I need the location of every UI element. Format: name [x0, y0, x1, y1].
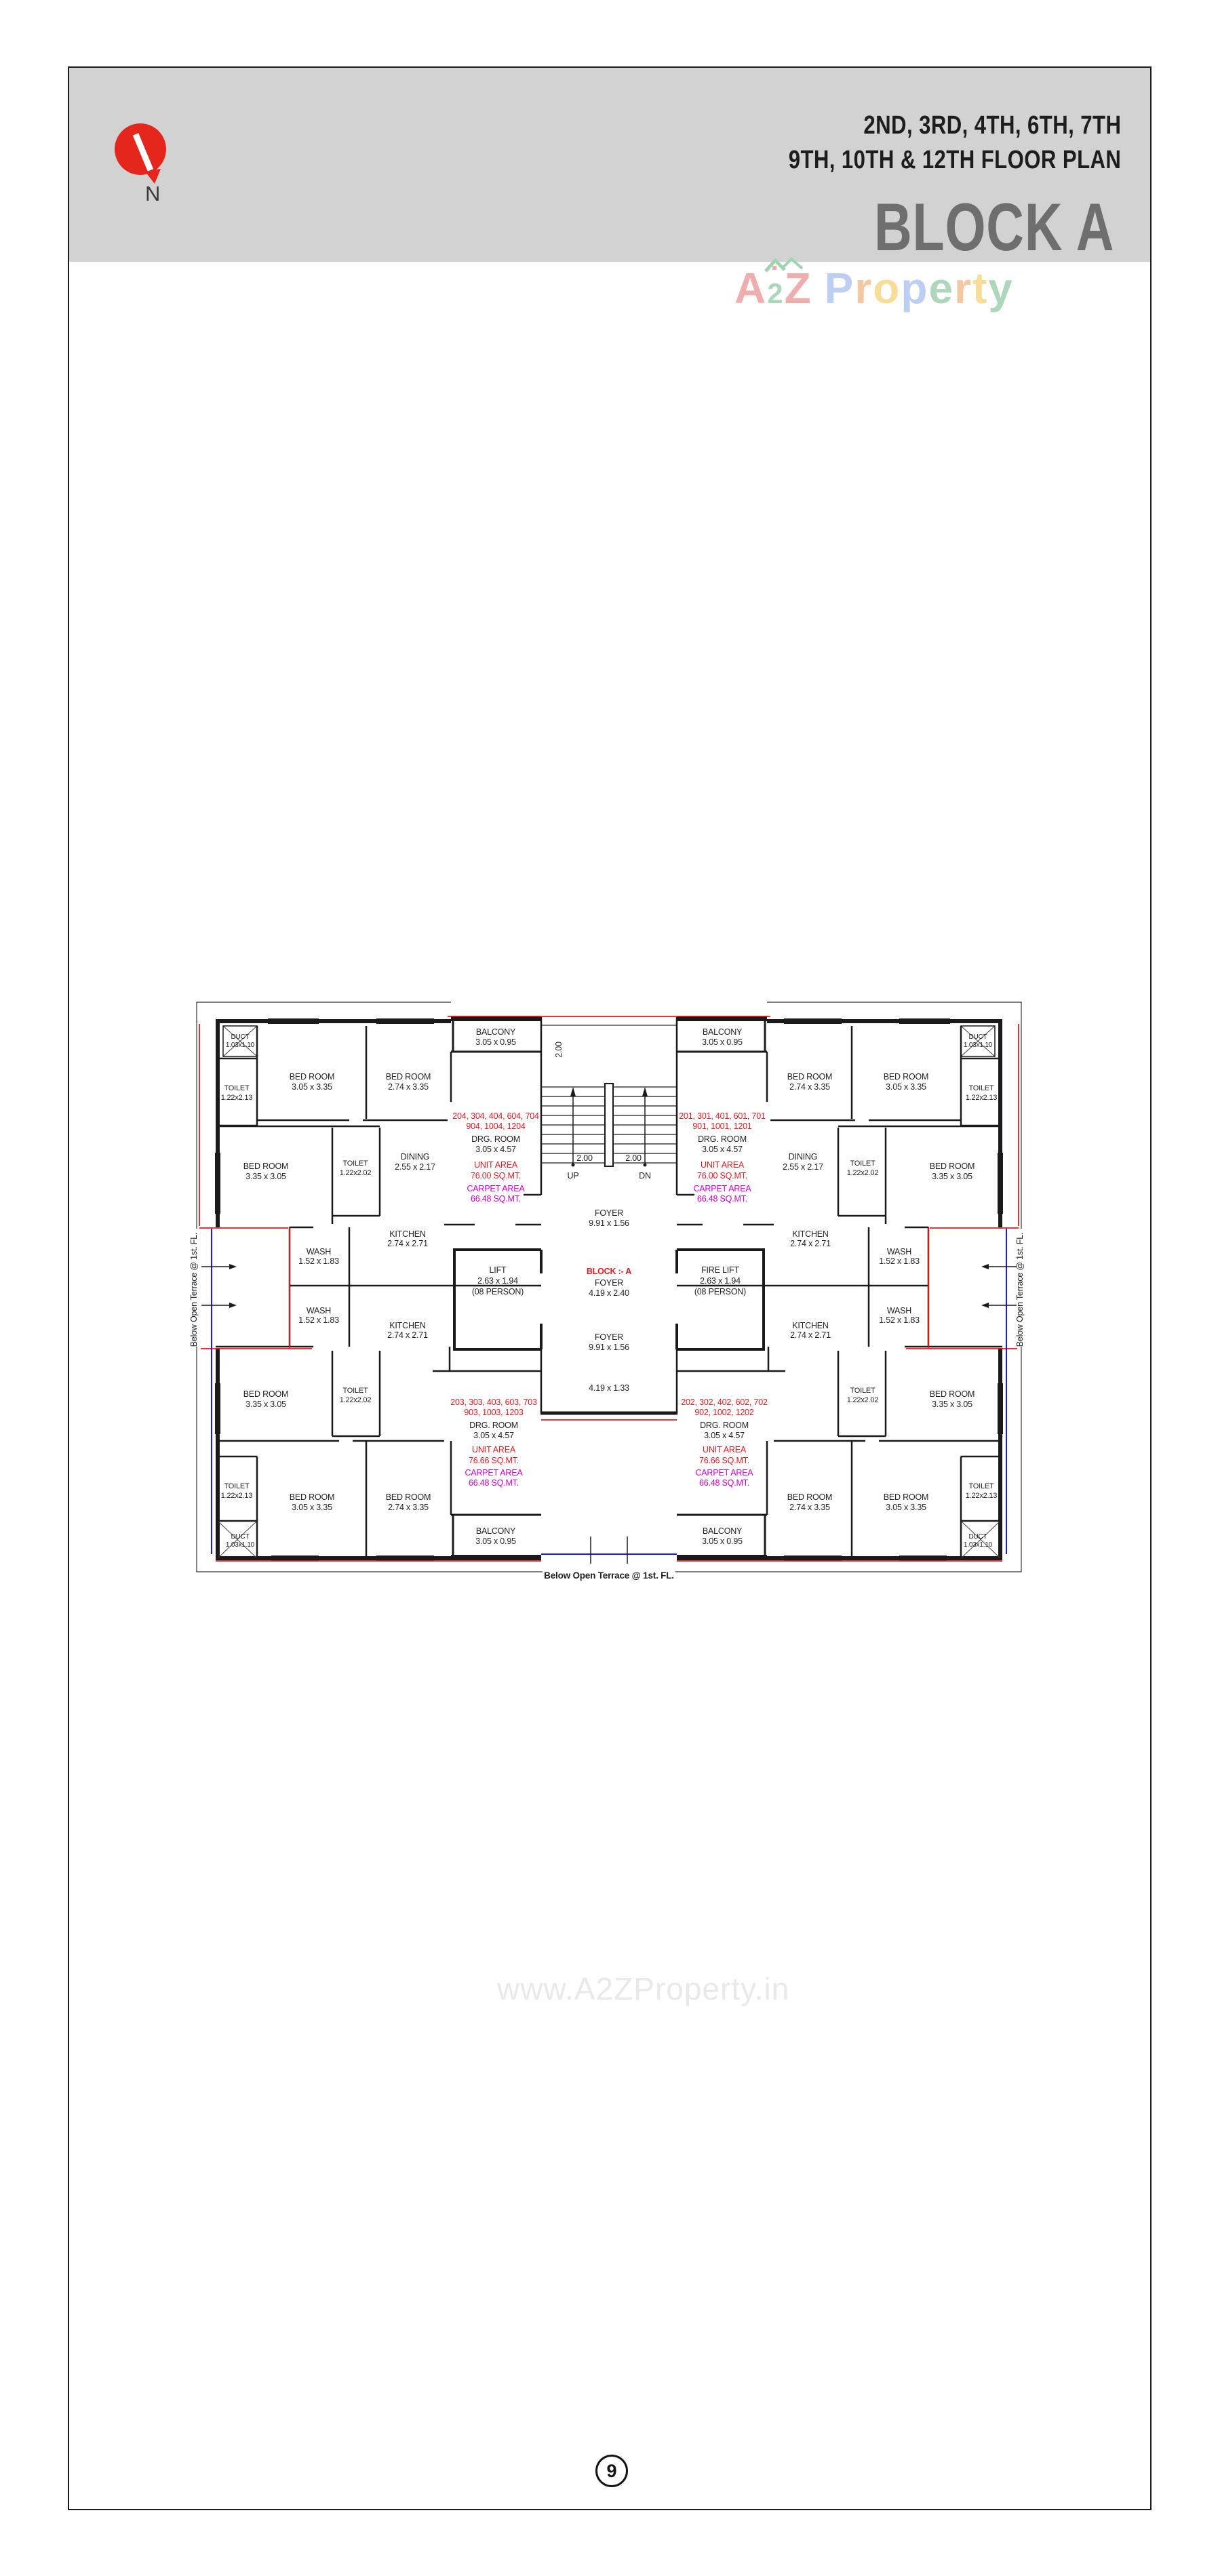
logo-letter: e [928, 264, 955, 313]
room-dim: 2.74 x 2.71 [387, 1239, 428, 1248]
room-label: BED ROOM [243, 1389, 289, 1399]
room-dim: 3.05 x 4.57 [475, 1145, 516, 1154]
room-label: DRG. ROOM [471, 1134, 520, 1144]
room-label: TOILET [224, 1482, 250, 1490]
room-label: WASH [886, 1247, 912, 1256]
fire-lift-dim: 2.63 x 1.94 [700, 1276, 741, 1286]
room-label: BED ROOM [929, 1162, 975, 1171]
page-number-badge: 9 [595, 2455, 628, 2487]
logo-letter: r [854, 264, 873, 313]
carpet-area-label: CARPET AREA [467, 1184, 525, 1193]
unit-numbers: 201, 301, 401, 601, 701 [679, 1111, 766, 1121]
foyer-dim: 9.91 x 1.56 [589, 1343, 629, 1352]
room-label: KITCHEN [792, 1229, 829, 1239]
foyer-label: FOYER [594, 1208, 624, 1218]
fire-lift-label: FIRE LIFT [701, 1265, 739, 1275]
room-dim: 1.52 x 1.83 [879, 1315, 920, 1325]
room-label: KITCHEN [389, 1229, 426, 1239]
room-dim: 2.74 x 2.71 [790, 1239, 831, 1248]
room-label: DINING [788, 1152, 818, 1162]
room-label: BED ROOM [787, 1492, 833, 1502]
room-label: DUCT [231, 1533, 250, 1541]
room-dim: 3.05 x 3.35 [886, 1503, 926, 1512]
room-dim: 2.74 x 2.71 [387, 1330, 428, 1340]
room-label: WASH [306, 1306, 332, 1315]
room-label: DUCT [968, 1033, 987, 1041]
room-dim: 1.22x2.13 [220, 1492, 253, 1500]
north-label: N [145, 182, 161, 205]
carpet-area-label: CARPET AREA [693, 1184, 751, 1193]
room-dim: 1.22x2.02 [339, 1169, 372, 1177]
stair-dn-label: DN [639, 1171, 651, 1181]
logo-letter: P [824, 264, 855, 313]
fire-lift-capacity: (08 PERSON) [694, 1287, 747, 1296]
room-label: KITCHEN [792, 1321, 829, 1330]
room-label: BED ROOM [243, 1162, 289, 1171]
logo-letter: r [954, 264, 972, 313]
room-label: DUCT [968, 1533, 987, 1541]
room-dim: 1.22x2.02 [846, 1169, 879, 1177]
carpet-area-value: 66.48 SQ.MT. [470, 1194, 522, 1204]
unit-area-value: 76.00 SQ.MT. [696, 1171, 748, 1181]
lift-label: LIFT [489, 1265, 507, 1275]
room-dim: 2.74 x 3.35 [388, 1082, 429, 1092]
room-label: BED ROOM [385, 1492, 431, 1502]
carpet-area-value: 66.48 SQ.MT. [468, 1478, 519, 1488]
room-dim: 3.05 x 3.35 [292, 1082, 332, 1092]
room-dim: 2.74 x 3.35 [789, 1082, 830, 1092]
room-dim: 3.05 x 0.95 [702, 1037, 743, 1047]
room-label: DRG. ROOM [469, 1421, 518, 1430]
room-label: BALCONY [475, 1526, 516, 1536]
room-dim: 1.03x1.10 [225, 1042, 255, 1049]
room-dim: 2.74 x 2.71 [790, 1330, 831, 1340]
room-label: TOILET [968, 1482, 994, 1490]
room-dim: 3.05 x 3.35 [886, 1082, 926, 1092]
unit-area-label: UNIT AREA [474, 1160, 517, 1170]
room-label: BALCONY [475, 1027, 516, 1037]
title-line-2: 9TH, 10TH & 12TH FLOOR PLAN [788, 146, 1121, 174]
room-label: TOILET [342, 1387, 368, 1395]
room-label: DRG. ROOM [698, 1134, 747, 1144]
room-label: DRG. ROOM [700, 1421, 749, 1430]
carpet-area-value: 66.48 SQ.MT. [698, 1478, 750, 1488]
room-dim: 1.52 x 1.83 [298, 1315, 339, 1325]
terrace-note-left: Below Open Terrace @ 1st. FL. [189, 1232, 199, 1347]
logo-letter: p [901, 264, 929, 313]
logo-letter: o [873, 264, 901, 313]
room-dim: 1.22x2.13 [965, 1094, 998, 1102]
unit-area-value: 76.00 SQ.MT. [470, 1171, 522, 1181]
logo-letter: t [972, 264, 989, 313]
room-dim: 3.05 x 0.95 [475, 1037, 516, 1047]
room-dim: 3.35 x 3.05 [932, 1400, 972, 1409]
unit-numbers: 903, 1003, 1203 [464, 1408, 524, 1417]
unit-area-label: UNIT AREA [703, 1445, 746, 1454]
room-label: BALCONY [702, 1526, 743, 1536]
room-label: TOILET [968, 1084, 994, 1092]
lift-dim: 2.63 x 1.94 [477, 1276, 518, 1286]
room-dim: 2.55 x 2.17 [395, 1162, 435, 1172]
room-dim: 3.05 x 4.57 [473, 1431, 514, 1440]
unit-numbers: 202, 302, 402, 602, 702 [681, 1398, 768, 1407]
room-label: BED ROOM [929, 1389, 975, 1399]
room-label: BALCONY [702, 1027, 743, 1037]
terrace-note-bottom: Below Open Terrace @ 1st. FL. [544, 1570, 674, 1581]
room-label: KITCHEN [389, 1321, 426, 1330]
logo-letter: Z [784, 264, 812, 313]
carpet-area-label: CARPET AREA [695, 1468, 753, 1478]
room-dim: 3.05 x 4.57 [702, 1145, 743, 1154]
room-label: WASH [306, 1247, 332, 1256]
room-dim: 2.74 x 3.35 [789, 1503, 830, 1512]
room-dim: 1.52 x 1.83 [879, 1256, 920, 1266]
room-label: BED ROOM [883, 1072, 929, 1082]
carpet-area-value: 66.48 SQ.MT. [696, 1194, 748, 1204]
stair-dim: 2.00 [554, 1042, 564, 1058]
passage-dim: 4.19 x 1.33 [589, 1383, 629, 1393]
unit-numbers: 204, 304, 404, 604, 704 [452, 1111, 539, 1121]
room-dim: 1.22x2.13 [965, 1492, 998, 1500]
unit-numbers: 901, 1001, 1201 [692, 1122, 752, 1131]
room-label: BED ROOM [289, 1072, 335, 1082]
unit-numbers: 902, 1002, 1202 [694, 1408, 754, 1417]
room-dim: 2.74 x 3.35 [388, 1503, 429, 1512]
carpet-area-label: CARPET AREA [465, 1468, 523, 1478]
room-dim: 3.05 x 0.95 [475, 1537, 516, 1546]
unit-area-value: 76.66 SQ.MT. [468, 1456, 519, 1465]
room-dim: 1.03x1.10 [225, 1541, 255, 1549]
foyer-dim: 4.19 x 2.40 [589, 1288, 629, 1298]
lift-capacity: (08 PERSON) [471, 1287, 524, 1296]
title-line-1: 2ND, 3RD, 4TH, 6TH, 7TH [863, 111, 1121, 140]
room-dim: 3.05 x 4.57 [704, 1431, 745, 1440]
unit-area-value: 76.66 SQ.MT. [698, 1456, 750, 1465]
room-dim: 1.52 x 1.83 [298, 1256, 339, 1266]
room-dim: 3.05 x 0.95 [702, 1537, 743, 1546]
room-label: BED ROOM [787, 1072, 833, 1082]
room-label: DUCT [231, 1033, 250, 1041]
room-dim: 1.03x1.10 [963, 1541, 993, 1549]
room-label: TOILET [342, 1160, 368, 1168]
room-dim: 1.03x1.10 [963, 1042, 993, 1049]
logo-letter: 2 [767, 277, 785, 309]
room-dim: 3.35 x 3.05 [245, 1172, 286, 1181]
room-dim: 1.22x2.02 [846, 1396, 879, 1404]
terrace-note-right: Below Open Terrace @ 1st. FL. [1015, 1232, 1025, 1347]
room-label: TOILET [850, 1160, 875, 1168]
site-watermark: www.A2ZProperty.in [497, 1971, 790, 2006]
room-dim: 3.35 x 3.05 [932, 1172, 972, 1181]
unit-numbers: 203, 303, 403, 603, 703 [450, 1398, 537, 1407]
room-dim: 1.22x2.13 [220, 1094, 253, 1102]
room-label: DINING [400, 1152, 430, 1162]
stair-dim: 2.00 [625, 1153, 642, 1163]
stair-up-label: UP [567, 1171, 579, 1181]
unit-area-label: UNIT AREA [701, 1160, 744, 1170]
foyer-label: FOYER [594, 1278, 624, 1288]
room-label: WASH [886, 1306, 912, 1315]
foyer-dim: 9.91 x 1.56 [589, 1218, 629, 1228]
room-label: BED ROOM [289, 1492, 335, 1502]
logo-letter: y [988, 264, 1014, 313]
foyer-label: FOYER [594, 1332, 624, 1342]
room-dim: 3.05 x 3.35 [292, 1503, 332, 1512]
room-dim: 3.35 x 3.05 [245, 1400, 286, 1409]
room-dim: 2.55 x 2.17 [783, 1162, 823, 1172]
unit-area-label: UNIT AREA [472, 1445, 515, 1454]
room-label: BED ROOM [883, 1492, 929, 1502]
room-label: BED ROOM [385, 1072, 431, 1082]
block-title: BLOCK A [873, 189, 1114, 264]
room-label: TOILET [224, 1084, 250, 1092]
room-label: TOILET [850, 1387, 875, 1395]
stair-dim: 2.00 [576, 1153, 593, 1163]
logo-letter: A [734, 264, 768, 313]
block-label: BLOCK :- A [586, 1267, 632, 1276]
unit-numbers: 904, 1004, 1204 [466, 1122, 526, 1131]
unit-bottom-right-labels [681, 1306, 997, 1549]
room-dim: 1.22x2.02 [339, 1396, 372, 1404]
